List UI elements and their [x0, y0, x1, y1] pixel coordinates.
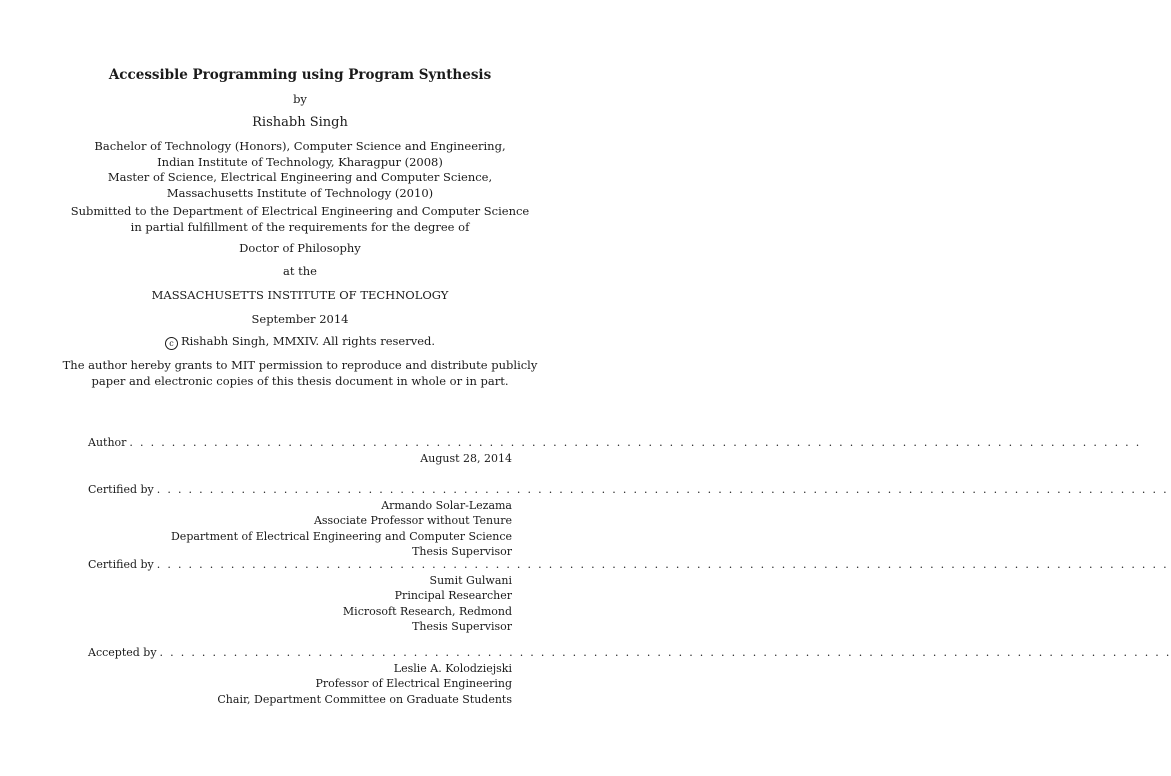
signature-detail: Leslie A. Kolodziejski — [393, 661, 512, 675]
signature-detail: Thesis Supervisor — [412, 620, 512, 633]
signature-author — [88, 435, 1142, 466]
degree-name: Doctor of Philosophy — [239, 241, 361, 255]
permission-line: paper and electronic copies of this thesis document in whole or in part. — [91, 373, 509, 388]
thesis-date: September 2014 — [251, 312, 349, 326]
submission-statement — [0, 204, 600, 235]
signature-detail: Sumit Gulwani — [429, 573, 512, 587]
thesis-title: Accessible Programming using Program Synthesis — [108, 67, 492, 83]
institution-name: MASSACHUSETTS INSTITUTE OF TECHNOLOGY — [151, 288, 449, 302]
submission-line: in partial fulfillment of the requirements for the degree of — [130, 219, 470, 234]
signature-line: . . . . . . . . . . . . . . . . . . . . . . . . . . . . . . . . . . . . . . . . . . . . . . . . . . . . . . . . . . . . . . . . . . . . . . . . . . . . . . . . . . . . . . . . . . . . . . . . — [159, 646, 1171, 659]
signature-label: Author — [88, 436, 127, 449]
signature-detail: Thesis Supervisor — [412, 545, 512, 558]
copyright-icon: c — [165, 337, 178, 350]
at-the-text: at the — [283, 264, 317, 278]
degree-line: Massachusetts Institute of Technology (2010) — [166, 185, 434, 200]
permission-line: The author hereby grants to MIT permission to reproduce and distribute publicly — [62, 358, 538, 372]
signature-line: . . . . . . . . . . . . . . . . . . . . . . . . . . . . . . . . . . . . . . . . . . . . . . . . . . . . . . . . . . . . . . . . . . . . . . . . . . . . . . . . . . . . . . . . . . . . . . . . — [129, 436, 1142, 449]
signature-supervisor-1 — [88, 482, 1169, 560]
submission-line: Submitted to the Department of Electrical Engineering and Computer Science — [70, 204, 530, 218]
signature-label: Certified by — [88, 483, 154, 496]
signature-label: Accepted by — [88, 646, 157, 659]
prior-degrees — [0, 139, 600, 201]
copyright-text: Rishabh Singh, MMXIV. All rights reserved. — [180, 334, 436, 348]
signature-detail: Principal Researcher — [394, 589, 512, 602]
signature-detail: Associate Professor without Tenure — [313, 514, 512, 527]
signature-detail: Armando Solar-Lezama — [381, 498, 512, 512]
by-text: by — [293, 92, 307, 106]
signature-supervisor-2 — [88, 557, 1169, 635]
signature-detail: Microsoft Research, Redmond — [342, 604, 512, 618]
signature-line: . . . . . . . . . . . . . . . . . . . . . . . . . . . . . . . . . . . . . . . . . . . . . . . . . . . . . . . . . . . . . . . . . . . . . . . . . . . . . . . . . . . . . . . . . . . . . . . . — [156, 483, 1169, 496]
signature-acceptance — [88, 645, 1171, 707]
degree-line: Indian Institute of Technology, Kharagpur (2008) — [157, 154, 443, 169]
author-name: Rishabh Singh — [252, 115, 348, 130]
permission-statement — [0, 358, 600, 389]
copyright-notice — [0, 334, 600, 350]
degree-line: Master of Science, Electrical Engineering and Computer Science, — [107, 170, 493, 184]
degree-line: Bachelor of Technology (Honors), Computer Science and Engineering, — [94, 139, 506, 153]
signature-label: Certified by — [88, 558, 154, 571]
signature-detail: Professor of Electrical Engineering — [315, 677, 512, 690]
signature-detail: August 28, 2014 — [420, 451, 512, 465]
signature-line: . . . . . . . . . . . . . . . . . . . . . . . . . . . . . . . . . . . . . . . . . . . . . . . . . . . . . . . . . . . . . . . . . . . . . . . . . . . . . . . . . . . . . . . . . . . . . . . . — [156, 558, 1169, 571]
signature-detail: Department of Electrical Engineering and Computer Science — [170, 529, 512, 543]
signature-detail: Chair, Department Committee on Graduate Students — [217, 692, 512, 706]
